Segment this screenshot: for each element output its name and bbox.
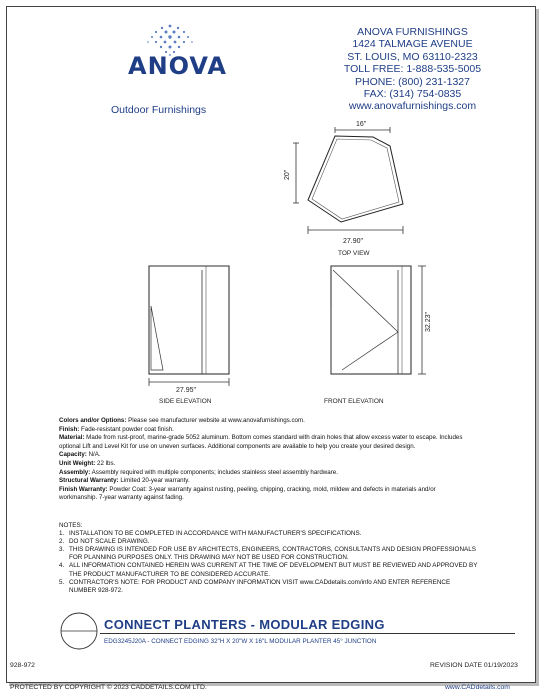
spec-assembly: Assembly: Assembly required with multiple components; includes stainless steel assembly hardware. (59, 468, 338, 476)
spec-structural-warranty: Structural Warranty: Limited 20-year warranty. (59, 477, 190, 485)
spec-capacity: Capacity: N/A. (59, 451, 101, 459)
front-elevation-dim-right: 32.23" (425, 311, 432, 332)
top-view-label: TOP VIEW (338, 250, 370, 257)
brand-tagline: Outdoor Furnishings (111, 104, 207, 116)
note-item: 2. DO NOT SCALE DRAWING. (59, 538, 150, 546)
section-marker-icon (58, 610, 100, 652)
drawing-subtitle: EDG3245J20A - CONNECT EDGING 32"H X 20"W X 16"L MODULAR PLANTER 45° JUNCTION (104, 638, 377, 645)
title-rule (100, 633, 515, 634)
spec-colors: Colors and/or Options: Please see manufacturer website at www.anovafurnishings.com. (59, 417, 305, 424)
revision-date: REVISION DATE 01/19/2023 (430, 662, 518, 669)
caddetails-link[interactable]: www.CADdetails.com (445, 684, 510, 691)
company-address: 1424 TALMAGE AVENUE (352, 38, 473, 51)
note-item: 1. INSTALLATION TO BE COMPLETED IN ACCORDANCE WITH MANUFACTURER'S SPECIFICATIONS. (59, 530, 362, 538)
top-view-drawing (285, 118, 415, 258)
company-city: ST. LOUIS, MO 63110-2323 (347, 50, 478, 63)
company-website[interactable]: www.anovafurnishings.com (348, 100, 477, 113)
company-info (330, 26, 495, 113)
company-name: ANOVA FURNISHINGS (357, 26, 468, 38)
spec-finish-warranty: Finish Warranty: Powder Coat: 3-year warranty against rusting, peeling, chipping, cracking, mold, mildew and defects in materials and/or workmanship. 7-year warranty against fading. (59, 485, 436, 502)
brand-logo: ANOVA (128, 52, 227, 80)
top-view-dim-top: 16" (356, 121, 367, 128)
specifications (59, 417, 474, 503)
drawing-title: CONNECT PLANTERS - MODULAR EDGING (104, 617, 385, 632)
note-item: 4. ALL INFORMATION CONTAINED HEREIN WAS CURRENT AT THE TIME OF DEVELOPMENT BUT MUST BE REVIEWED AND APPROVED BY THE PRODUCT MANUFACTURER TO BE CONSIDERED ACCURATE. (59, 562, 478, 578)
notes-section (59, 522, 479, 595)
side-elevation-drawing (130, 262, 240, 410)
note-item: 3. THIS DRAWING IS INTENDED FOR USE BY ARCHITECTS, ENGINEERS, CONTRACTORS, CONSULTANTS AND DESIGN PROFESSIONALS FOR PLANNING PURPOSES ONLY. THIS DRAWING MAY NOT BE USED FOR CONSTRUCTION. (59, 546, 476, 562)
company-fax: FAX: (314) 754-0835 (363, 88, 462, 101)
front-elevation-drawing (318, 262, 438, 410)
notes-heading: NOTES: (59, 522, 83, 529)
side-elevation-dim-bottom: 27.95" (176, 387, 197, 394)
front-elevation-label: FRONT ELEVATION (324, 398, 384, 405)
side-elevation-label: SIDE ELEVATION (159, 398, 212, 405)
company-phone: PHONE: (800) 231-1327 (355, 75, 470, 88)
top-view-dim-left: 20" (284, 169, 291, 180)
spec-finish: Finish: Fade-resistant powder coat finish. (59, 425, 174, 433)
company-toll-free: TOLL FREE: 1-888-535-5005 (343, 63, 482, 76)
reference-number: 928-972 (10, 662, 35, 669)
spec-material: Material: Made from rust-proof, marine-grade 5052 aluminum. Bottom comes standard with drain holes that allow excess water to escape. Includes optional Lift and Level Kit for use on uneven surfaces. Additional components are available to help you create your desired design. (59, 434, 463, 450)
top-view-dim-bottom: 27.90" (343, 238, 364, 245)
note-item: 5. CONTRACTOR'S NOTE: FOR PRODUCT AND COMPANY INFORMATION VISIT www.CADdetails.com/info AND ENTER REFERENCE NUMBER 928-972. (59, 578, 451, 594)
spec-unit-weight: Unit Weight: 22 lbs. (59, 459, 116, 467)
copyright: PROTECTED BY COPYRIGHT © 2023 CADDETAILS.COM LTD. (10, 684, 207, 691)
